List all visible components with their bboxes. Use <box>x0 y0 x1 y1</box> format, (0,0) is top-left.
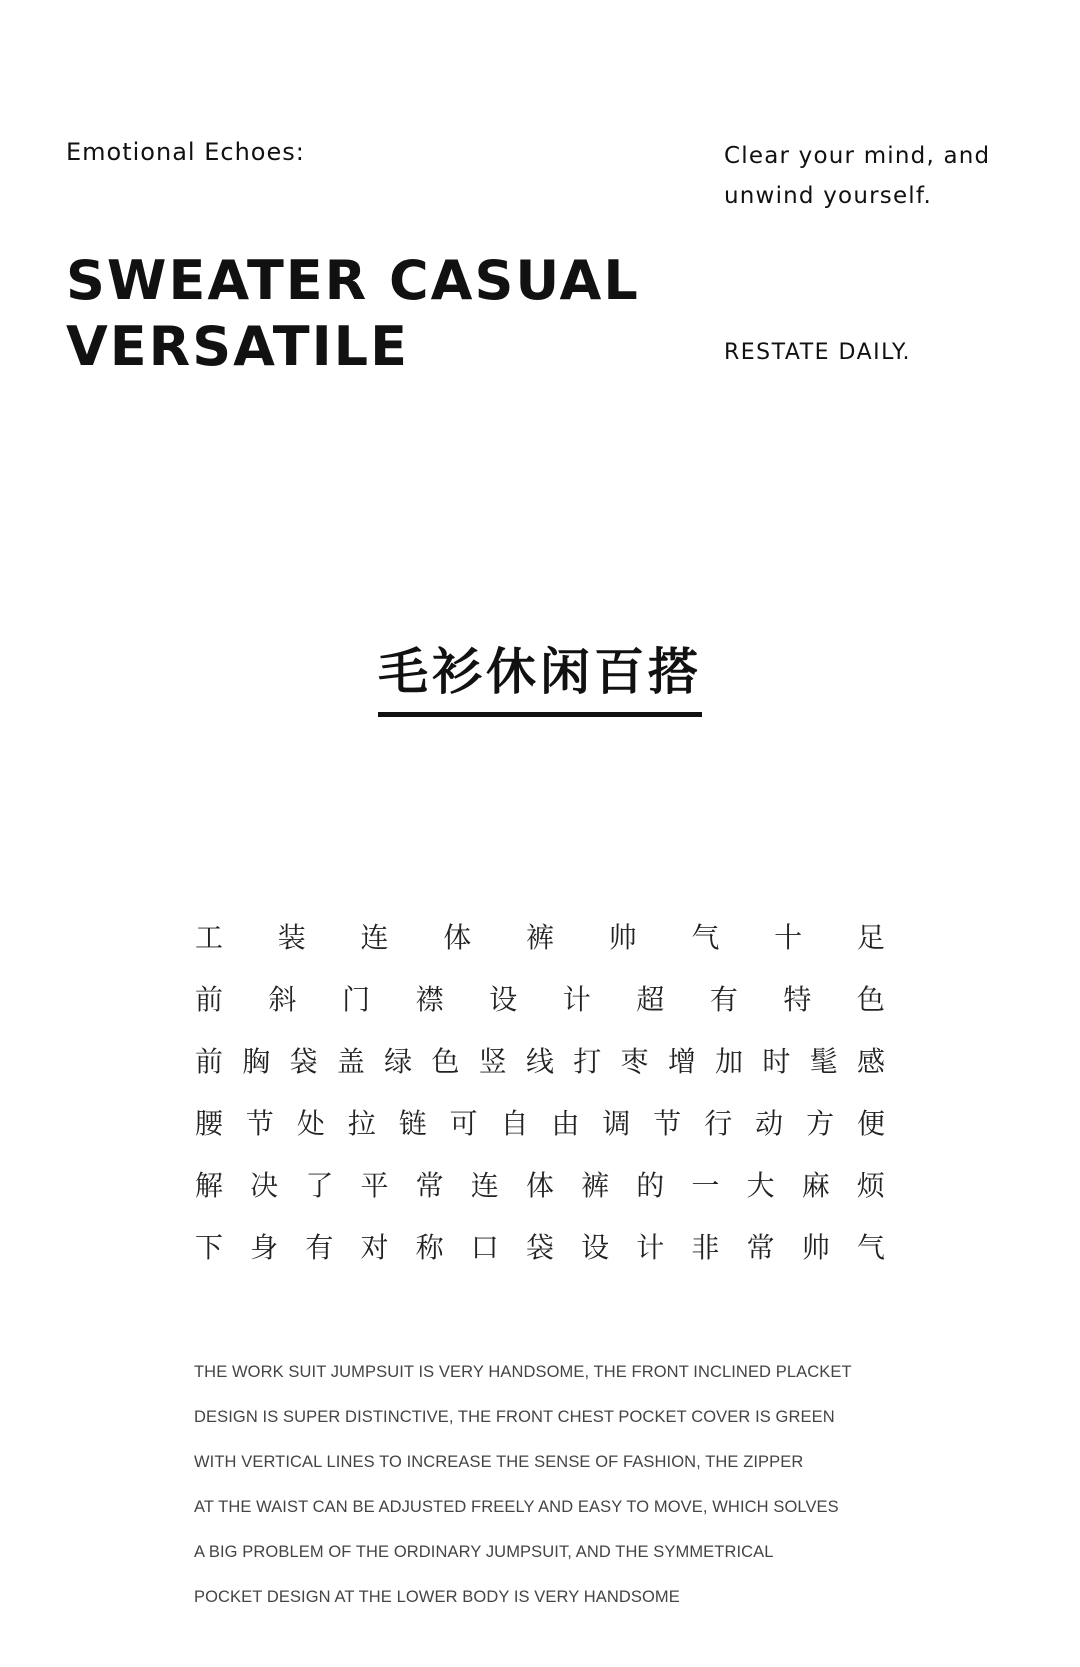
chinese-char: 袋 <box>525 1231 554 1264</box>
chinese-char: 气 <box>856 1231 885 1264</box>
english-line: WITH VERTICAL LINES TO INCREASE THE SENSE OF FASHION, THE ZIPPER <box>194 1453 804 1471</box>
chinese-char: 方 <box>806 1107 835 1140</box>
chinese-char: 下 <box>195 1231 224 1264</box>
chinese-char: 加 <box>715 1045 744 1078</box>
english-line: POCKET DESIGN AT THE LOWER BODY IS VERY HANDSOME <box>194 1588 680 1606</box>
chinese-char: 可 <box>449 1107 478 1140</box>
chinese-char: 口 <box>470 1231 499 1264</box>
chinese-char: 对 <box>360 1231 389 1264</box>
chinese-char: 腰 <box>195 1107 224 1140</box>
chinese-char: 感 <box>856 1045 885 1078</box>
chinese-char: 前 <box>195 983 224 1016</box>
chinese-line <box>195 1091 885 1153</box>
chinese-char: 调 <box>602 1107 631 1140</box>
chinese-line <box>195 1153 885 1215</box>
english-description <box>194 1350 914 1620</box>
chinese-char: 决 <box>250 1169 279 1202</box>
chinese-char: 髦 <box>809 1045 838 1078</box>
chinese-char: 节 <box>245 1107 274 1140</box>
chinese-char: 处 <box>296 1107 325 1140</box>
chinese-char: 计 <box>562 983 591 1016</box>
chinese-char: 烦 <box>856 1169 885 1202</box>
chinese-line <box>195 1215 885 1277</box>
chinese-char: 大 <box>746 1169 775 1202</box>
chinese-char: 气 <box>691 921 720 954</box>
chinese-char: 设 <box>489 983 518 1016</box>
chinese-char: 自 <box>500 1107 529 1140</box>
chinese-char: 麻 <box>801 1169 830 1202</box>
chinese-char: 便 <box>856 1107 885 1140</box>
chinese-char: 了 <box>305 1169 334 1202</box>
english-line: DESIGN IS SUPER DISTINCTIVE, THE FRONT CHEST POCKET COVER IS GREEN <box>194 1408 835 1426</box>
chinese-char: 常 <box>746 1231 775 1264</box>
page-title <box>66 248 640 380</box>
chinese-char: 帅 <box>801 1231 830 1264</box>
chinese-char: 裤 <box>525 921 554 954</box>
chinese-char: 身 <box>250 1231 279 1264</box>
chinese-char: 计 <box>636 1231 665 1264</box>
slogan <box>724 136 990 216</box>
chinese-char: 解 <box>195 1169 224 1202</box>
chinese-char: 动 <box>755 1107 784 1140</box>
chinese-char: 门 <box>342 983 371 1016</box>
chinese-char: 绿 <box>384 1045 413 1078</box>
chinese-char: 帅 <box>608 921 637 954</box>
chinese-char: 有 <box>305 1231 334 1264</box>
chinese-char: 平 <box>360 1169 389 1202</box>
chinese-description <box>195 905 885 1277</box>
chinese-char: 超 <box>636 983 665 1016</box>
header-label: Emotional Echoes: <box>66 138 305 166</box>
title-line-1: SWEATER CASUAL <box>66 249 640 312</box>
title-line-2: VERSATILE <box>66 315 409 378</box>
english-line: A BIG PROBLEM OF THE ORDINARY JUMPSUIT, AND THE SYMMETRICAL <box>194 1543 774 1561</box>
chinese-char: 有 <box>709 983 738 1016</box>
english-line: THE WORK SUIT JUMPSUIT IS VERY HANDSOME, THE FRONT INCLINED PLACKET <box>194 1363 852 1381</box>
chinese-char: 由 <box>551 1107 580 1140</box>
chinese-line <box>195 967 885 1029</box>
chinese-char: 常 <box>415 1169 444 1202</box>
slogan-line-2: unwind yourself. <box>724 183 933 209</box>
english-line: AT THE WAIST CAN BE ADJUSTED FREELY AND EASY TO MOVE, WHICH SOLVES <box>194 1498 839 1516</box>
chinese-char: 枣 <box>620 1045 649 1078</box>
chinese-char: 盖 <box>336 1045 365 1078</box>
chinese-char: 拉 <box>347 1107 376 1140</box>
chinese-char: 连 <box>470 1169 499 1202</box>
chinese-line <box>195 905 885 967</box>
chinese-char: 装 <box>277 921 306 954</box>
tagline: RESTATE DAILY. <box>724 340 911 365</box>
chinese-char: 称 <box>415 1231 444 1264</box>
chinese-line <box>195 1029 885 1091</box>
chinese-char: 打 <box>573 1045 602 1078</box>
chinese-char: 体 <box>525 1169 554 1202</box>
chinese-char: 十 <box>774 921 803 954</box>
chinese-char: 一 <box>691 1169 720 1202</box>
chinese-char: 节 <box>653 1107 682 1140</box>
chinese-char: 特 <box>783 983 812 1016</box>
chinese-char: 设 <box>581 1231 610 1264</box>
chinese-char: 增 <box>667 1045 696 1078</box>
chinese-char: 色 <box>856 983 885 1016</box>
chinese-char: 裤 <box>581 1169 610 1202</box>
chinese-char: 足 <box>856 921 885 954</box>
chinese-char: 非 <box>691 1231 720 1264</box>
chinese-char: 袋 <box>289 1045 318 1078</box>
chinese-title: 毛衫休闲百搭 <box>378 632 702 717</box>
chinese-char: 色 <box>431 1045 460 1078</box>
chinese-char: 胸 <box>242 1045 271 1078</box>
chinese-char: 前 <box>195 1045 224 1078</box>
chinese-char: 线 <box>525 1045 554 1078</box>
chinese-title-container <box>0 632 1080 717</box>
chinese-char: 工 <box>195 921 224 954</box>
chinese-char: 斜 <box>268 983 297 1016</box>
chinese-char: 的 <box>636 1169 665 1202</box>
chinese-char: 行 <box>704 1107 733 1140</box>
slogan-line-1: Clear your mind, and <box>724 143 991 169</box>
chinese-char: 链 <box>398 1107 427 1140</box>
chinese-char: 竖 <box>478 1045 507 1078</box>
chinese-char: 连 <box>360 921 389 954</box>
chinese-char: 时 <box>762 1045 791 1078</box>
chinese-char: 体 <box>443 921 472 954</box>
chinese-char: 襟 <box>415 983 444 1016</box>
